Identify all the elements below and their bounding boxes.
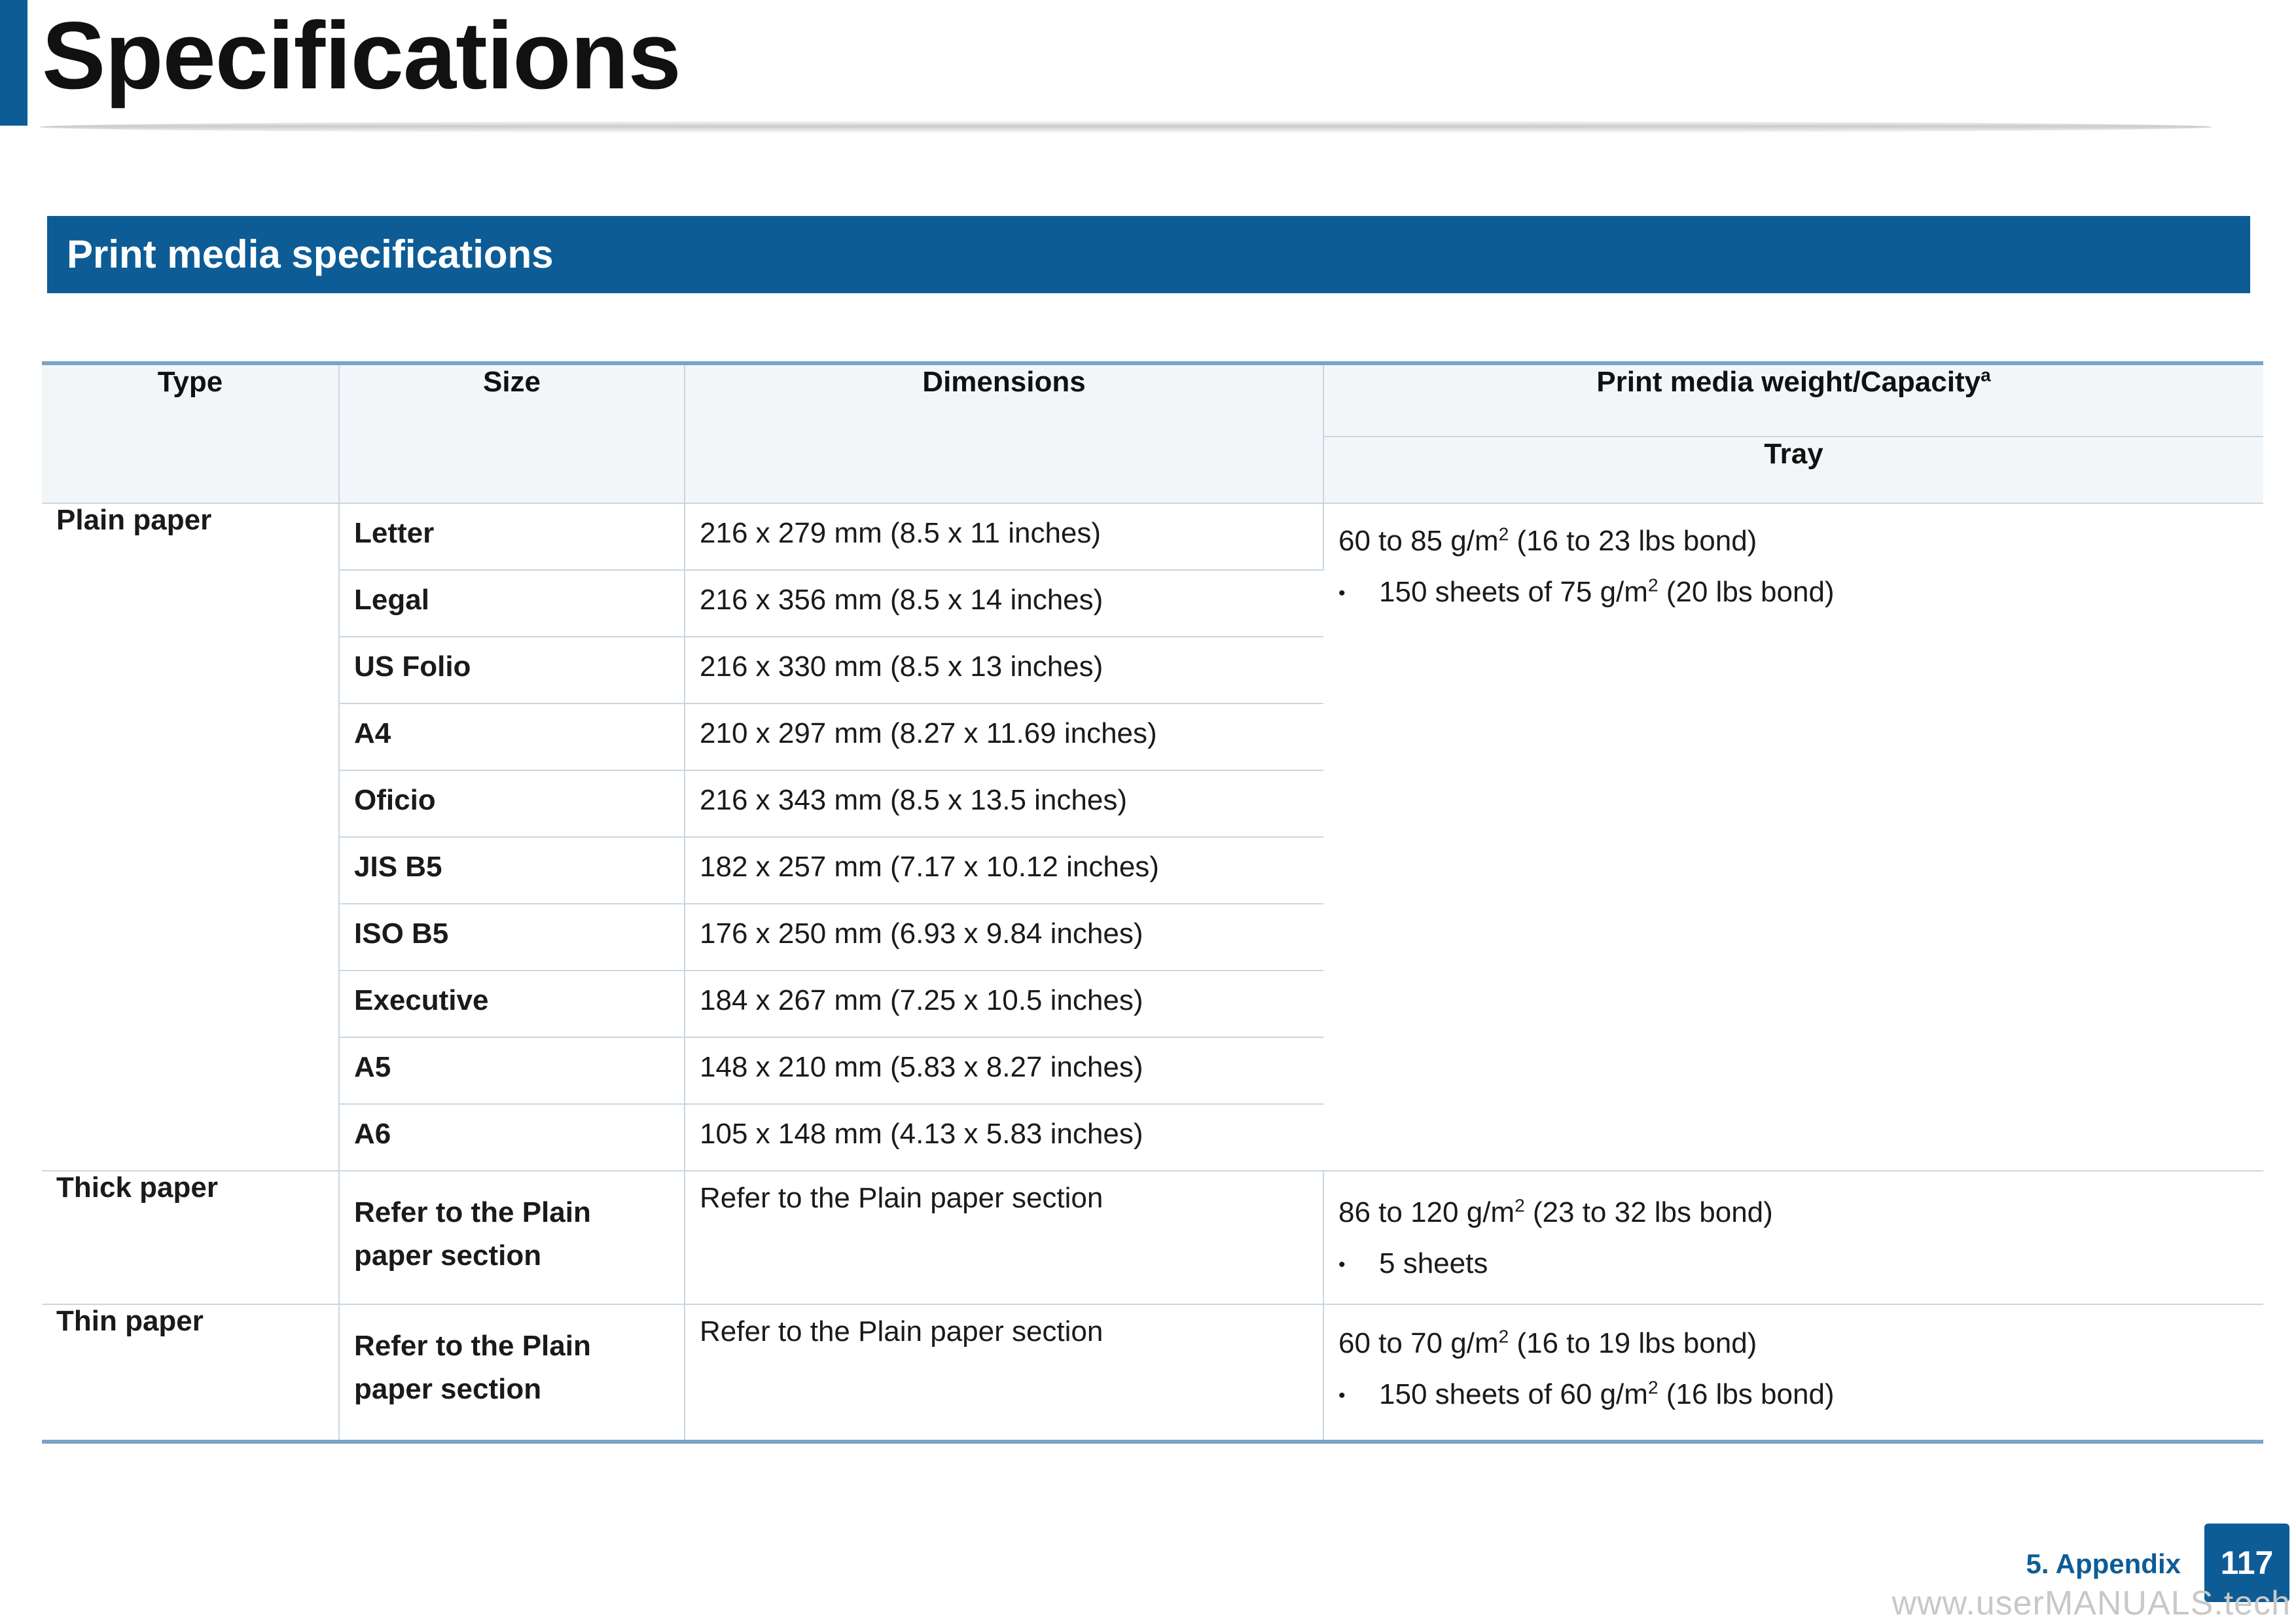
title-divider <box>39 120 2212 134</box>
header-type: Type <box>42 363 339 503</box>
size-cell: Executive <box>339 971 685 1037</box>
type-plain-paper: Plain paper <box>42 503 339 1171</box>
weight-range-bond: (16 to 19 lbs bond) <box>1509 1327 1757 1359</box>
dimensions-cell: Refer to the Plain paper section <box>685 1171 1323 1304</box>
size-cell: JIS B5 <box>339 837 685 904</box>
weight-range <box>1338 1196 2249 1229</box>
superscript-2: 2 <box>1515 1195 1525 1216</box>
weight-range <box>1338 1327 2249 1360</box>
table-row <box>42 1304 2263 1442</box>
weight-plain-paper <box>1323 503 2263 1171</box>
weight-range-text: 60 to 70 g/m <box>1338 1327 1499 1359</box>
weight-thick-paper <box>1323 1171 2263 1304</box>
size-cell: Letter <box>339 503 685 570</box>
section-title: Print media specifications <box>67 232 554 276</box>
capacity-bullet: • 5 sheets <box>1338 1247 2249 1280</box>
print-media-table <box>42 361 2263 1444</box>
dimensions-cell: 216 x 330 mm (8.5 x 13 inches) <box>685 637 1323 704</box>
superscript-2: 2 <box>1647 1377 1659 1398</box>
superscript-2: 2 <box>1498 1326 1509 1347</box>
section-header <box>47 216 2250 293</box>
weight-range-bond: (23 to 32 lbs bond) <box>1524 1196 1773 1228</box>
superscript-2: 2 <box>1498 524 1509 544</box>
dimensions-cell: 184 x 267 mm (7.25 x 10.5 inches) <box>685 971 1323 1037</box>
weight-range-text: 86 to 120 g/m <box>1338 1196 1515 1228</box>
table-row <box>42 503 2263 570</box>
header-dimensions: Dimensions <box>685 363 1323 503</box>
size-cell: Legal <box>339 570 685 637</box>
weight-range-bond: (16 to 23 lbs bond) <box>1509 525 1757 557</box>
table-row <box>42 1171 2263 1304</box>
footer-chapter-label: 5. Appendix <box>2026 1548 2181 1579</box>
size-cell: Refer to the Plain paper section <box>339 1171 685 1304</box>
capacity-bullet <box>1338 576 2249 609</box>
size-cell: Oficio <box>339 770 685 837</box>
size-cell: A5 <box>339 1037 685 1104</box>
dimensions-cell: Refer to the Plain paper section <box>685 1304 1323 1442</box>
watermark-text: www.userMANUALS.tech <box>1892 1584 2291 1622</box>
type-thick-paper: Thick paper <box>42 1171 339 1304</box>
header-weight-label: Print media weight/Capacity <box>1596 366 1981 398</box>
chapter-tab-marker <box>0 0 27 126</box>
capacity-bullet <box>1338 1378 2249 1411</box>
size-cell: ISO B5 <box>339 904 685 971</box>
capacity-bond: (16 lbs bond) <box>1658 1378 1835 1410</box>
header-size: Size <box>339 363 685 503</box>
header-weight-footnote: a <box>1981 365 1991 385</box>
weight-thin-paper <box>1323 1304 2263 1442</box>
weight-range <box>1338 525 2249 558</box>
size-cell: Refer to the Plain paper section <box>339 1304 685 1442</box>
dimensions-cell: 176 x 250 mm (6.93 x 9.84 inches) <box>685 904 1323 971</box>
header-weight <box>1323 363 2263 437</box>
dimensions-cell: 210 x 297 mm (8.27 x 11.69 inches) <box>685 704 1323 770</box>
dimensions-cell: 105 x 148 mm (4.13 x 5.83 inches) <box>685 1104 1323 1171</box>
dimensions-cell: 216 x 279 mm (8.5 x 11 inches) <box>685 503 1323 570</box>
table-header-row <box>42 363 2263 437</box>
dimensions-cell: 148 x 210 mm (5.83 x 8.27 inches) <box>685 1037 1323 1104</box>
size-cell: A4 <box>339 704 685 770</box>
capacity-text: 150 sheets of 60 g/m <box>1379 1378 1648 1410</box>
page-number-badge: 117 <box>2204 1524 2289 1602</box>
size-cell: A6 <box>339 1104 685 1171</box>
page-title: Specifications <box>42 2 681 109</box>
dimensions-cell: 182 x 257 mm (7.17 x 10.12 inches) <box>685 837 1323 904</box>
dimensions-cell: 216 x 356 mm (8.5 x 14 inches) <box>685 570 1323 637</box>
size-cell: US Folio <box>339 637 685 704</box>
header-tray: Tray <box>1323 437 2263 503</box>
dimensions-cell: 216 x 343 mm (8.5 x 13.5 inches) <box>685 770 1323 837</box>
weight-range-text: 60 to 85 g/m <box>1338 525 1499 557</box>
type-thin-paper: Thin paper <box>42 1304 339 1442</box>
superscript-2: 2 <box>1647 575 1659 596</box>
capacity-text: 150 sheets of 75 g/m <box>1379 576 1648 608</box>
capacity-bond: (20 lbs bond) <box>1658 576 1835 608</box>
